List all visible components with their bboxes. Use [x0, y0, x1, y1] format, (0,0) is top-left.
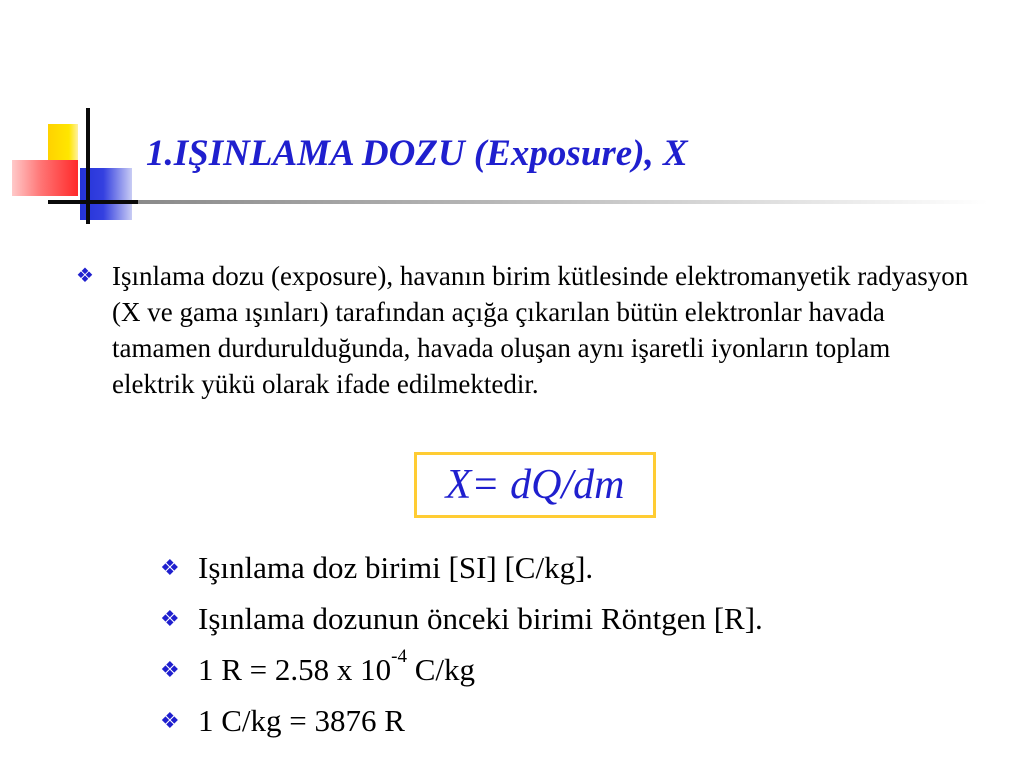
decorative-horizontal-line — [48, 200, 138, 204]
formula: X= dQ/dm — [445, 462, 625, 508]
decorative-vertical-line — [86, 108, 90, 224]
diamond-bullet-icon: ❖ — [76, 265, 94, 287]
list-item-text: Işınlama dozunun önceki birimi Röntgen [R]. — [198, 600, 763, 636]
exponent: -4 — [391, 645, 407, 667]
conversion-prefix: 1 R = 2.58 x 10 — [198, 651, 392, 687]
list-item-text: 1 C/kg = 3876 R — [198, 702, 405, 738]
list-item-text: Işınlama doz birimi [SI] [C/kg]. — [198, 549, 594, 585]
title-underline — [138, 200, 988, 204]
diamond-bullet-icon: ❖ — [160, 656, 180, 682]
diamond-bullet-icon: ❖ — [160, 707, 180, 733]
conversion-suffix: C/kg — [407, 651, 476, 687]
diamond-bullet-icon: ❖ — [160, 554, 180, 580]
list-item — [160, 644, 763, 695]
decorative-red-bar — [12, 160, 78, 196]
sub-bullet-list — [160, 542, 763, 746]
list-item — [160, 542, 763, 593]
main-bullet — [76, 258, 986, 402]
diamond-bullet-icon: ❖ — [160, 605, 180, 631]
list-item — [160, 593, 763, 644]
main-bullet-text: Işınlama dozu (exposure), havanın birim kütlesinde elektromanyetik radyasyon (X ve gama ışınları) tarafından açığa çıkarılan bütün elektronlar havada tamamen durdurulduğunda, havada oluşan aynı işaretli iyonların toplam elektrik yükü olarak ifade edilmektedir. — [112, 261, 969, 399]
list-item-text — [198, 645, 476, 688]
list-item — [160, 695, 763, 746]
formula-box — [414, 452, 656, 518]
slide-title: 1.IŞINLAMA DOZU (Exposure), X — [146, 133, 688, 174]
